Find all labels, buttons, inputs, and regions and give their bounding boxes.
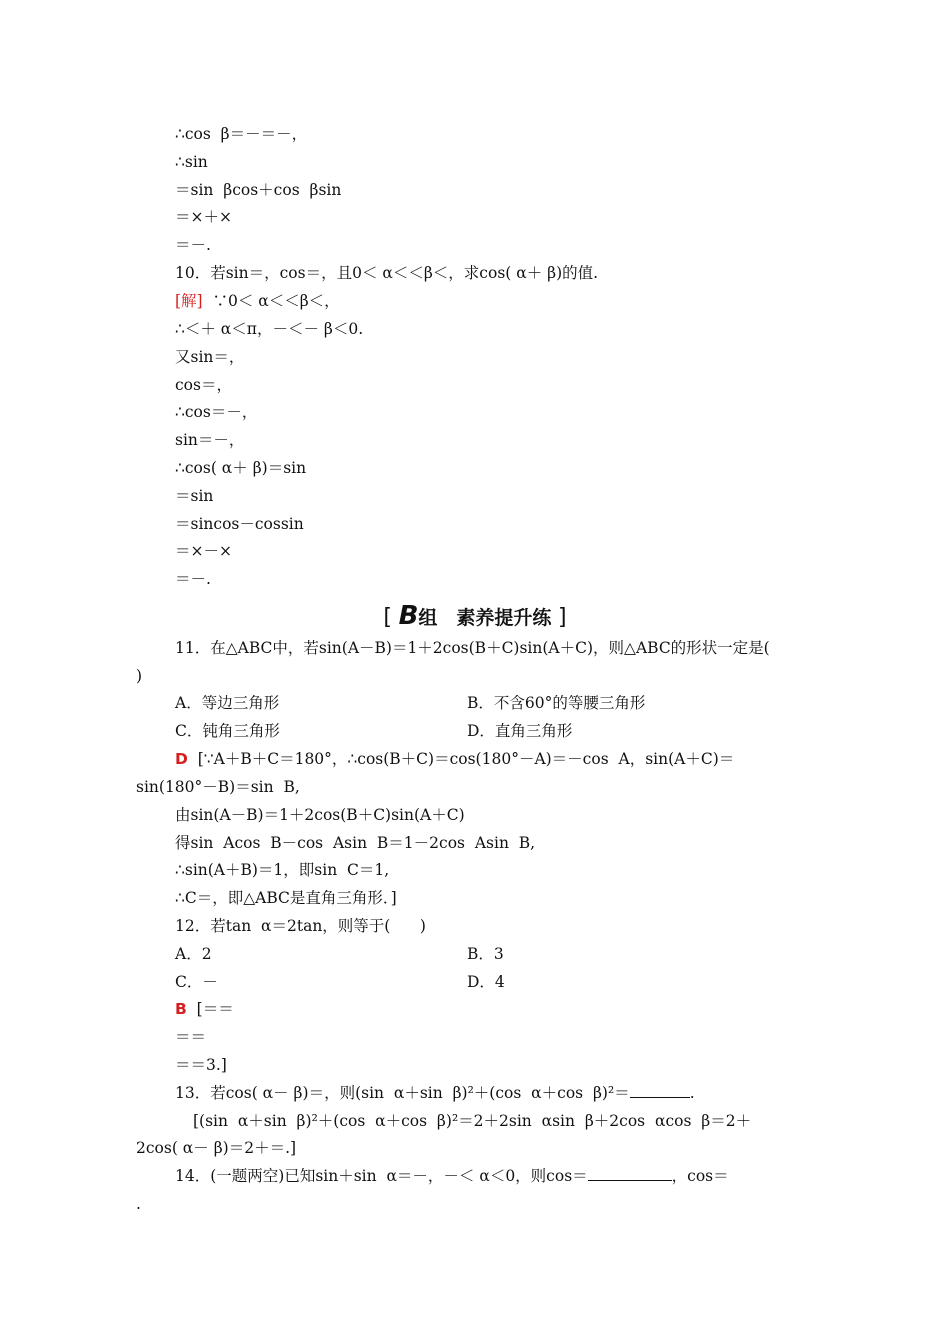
solution-line: 得sin Acos B－cos Asin B＝1－2cos Asin B, <box>175 834 536 852</box>
solution-line: ＝－. <box>175 236 211 254</box>
section-heading <box>0 601 950 631</box>
question-14-end: . <box>136 1195 141 1213</box>
option-c: C．钝角三角形 <box>175 722 280 740</box>
solution-line: ∴sin <box>175 153 208 171</box>
question-12: 12．若tan α＝2tan，则等于( ) <box>175 917 426 935</box>
question-14-text: 14．(一题两空)已知sin＋sin α＝－，－＜ α＜0，则cos＝ <box>175 1167 588 1185</box>
section-title: 组 素养提升练 <box>418 607 552 629</box>
solution-line: ∴＜＋ α＜π，－＜－ β＜0. <box>175 320 364 338</box>
solution-line: 2cos( α－ β)＝2＋＝.] <box>136 1139 297 1157</box>
option-d: D．4 <box>467 973 505 991</box>
option-d: D．直角三角形 <box>467 722 573 740</box>
solution-line: sin＝－， <box>175 431 245 449</box>
option-b: B．3 <box>467 945 504 963</box>
solution-header <box>175 291 340 311</box>
option-c: C．－ <box>175 973 218 991</box>
option-a: A．2 <box>175 945 212 963</box>
solution-line: ∴cos β＝－＝－， <box>175 125 308 143</box>
answer-solution: [∵A＋B＋C＝180°，∴cos(B＋C)＝cos(180°－A)＝－cos A，sin(A＋C)＝ <box>187 750 735 768</box>
question-10: 10．若sin＝，cos＝，且0＜ α＜＜β＜，求cos( α＋ β)的值. <box>175 264 599 282</box>
answer-blank <box>588 1166 672 1181</box>
solution-line: ＝×－× <box>175 542 232 560</box>
question-13 <box>175 1083 695 1103</box>
solution-intro: ∵0＜ α＜＜β＜， <box>202 292 340 310</box>
section-letter: B <box>398 601 419 631</box>
solution-line: 由sin(A－B)＝1＋2cos(B＋C)sin(A＋C) <box>175 806 465 824</box>
solution-line: ∴cos＝－， <box>175 403 258 421</box>
question-14 <box>175 1166 729 1186</box>
solution-label: [解] <box>175 292 203 310</box>
answer-solution: [＝＝ <box>186 1000 234 1018</box>
solution-line: ＝sin <box>175 487 214 505</box>
solution-line: ＝×＋× <box>175 208 232 226</box>
solution-line: ∴sin(A＋B)＝1，即sin C＝1, <box>175 861 390 879</box>
question-11: 11．在△ABC中，若sin(A－B)＝1＋2cos(B＋C)sin(A＋C)，则△ABC的形状一定是( <box>175 639 770 657</box>
option-b: B．不含60°的等腰三角形 <box>467 694 646 712</box>
solution-line: ＝＝3.] <box>175 1056 227 1074</box>
solution-line: ＝＝ <box>175 1028 207 1046</box>
question-14-mid: ，cos＝ <box>671 1167 729 1185</box>
answer-letter: D <box>175 750 188 768</box>
solution-line: 又sin＝， <box>175 348 245 366</box>
question-13-end: . <box>689 1084 695 1102</box>
answer-blank <box>630 1083 690 1098</box>
option-a: A．等边三角形 <box>175 694 280 712</box>
solution-line: cos＝， <box>175 376 232 394</box>
solution-line: ＝sincos－cossin <box>175 515 304 533</box>
answer-line <box>175 999 234 1019</box>
answer-line <box>175 749 734 769</box>
section-close-bracket: ] <box>558 605 567 630</box>
solution-line: ＝－. <box>175 570 211 588</box>
question-11-continued: ) <box>136 667 143 685</box>
solution-line: ∴cos( α＋ β)＝sin <box>175 459 307 477</box>
question-13-text: 13．若cos( α－ β)＝，则(sin α＋sin β)²＋(cos α＋cos β)²＝ <box>175 1084 630 1102</box>
solution-line: sin(180°－B)＝sin B, <box>136 778 300 796</box>
solution-line: [(sin α＋sin β)²＋(cos α＋cos β)²＝2＋2sin αsin β＋2cos αcos β＝2＋ <box>193 1112 752 1130</box>
solution-line: ∴C＝，即△ABC是直角三角形．] <box>175 889 397 907</box>
section-open-bracket: [ <box>383 605 392 630</box>
answer-letter: B <box>175 1000 187 1018</box>
solution-line: ＝sin βcos＋cos βsin <box>175 181 342 199</box>
